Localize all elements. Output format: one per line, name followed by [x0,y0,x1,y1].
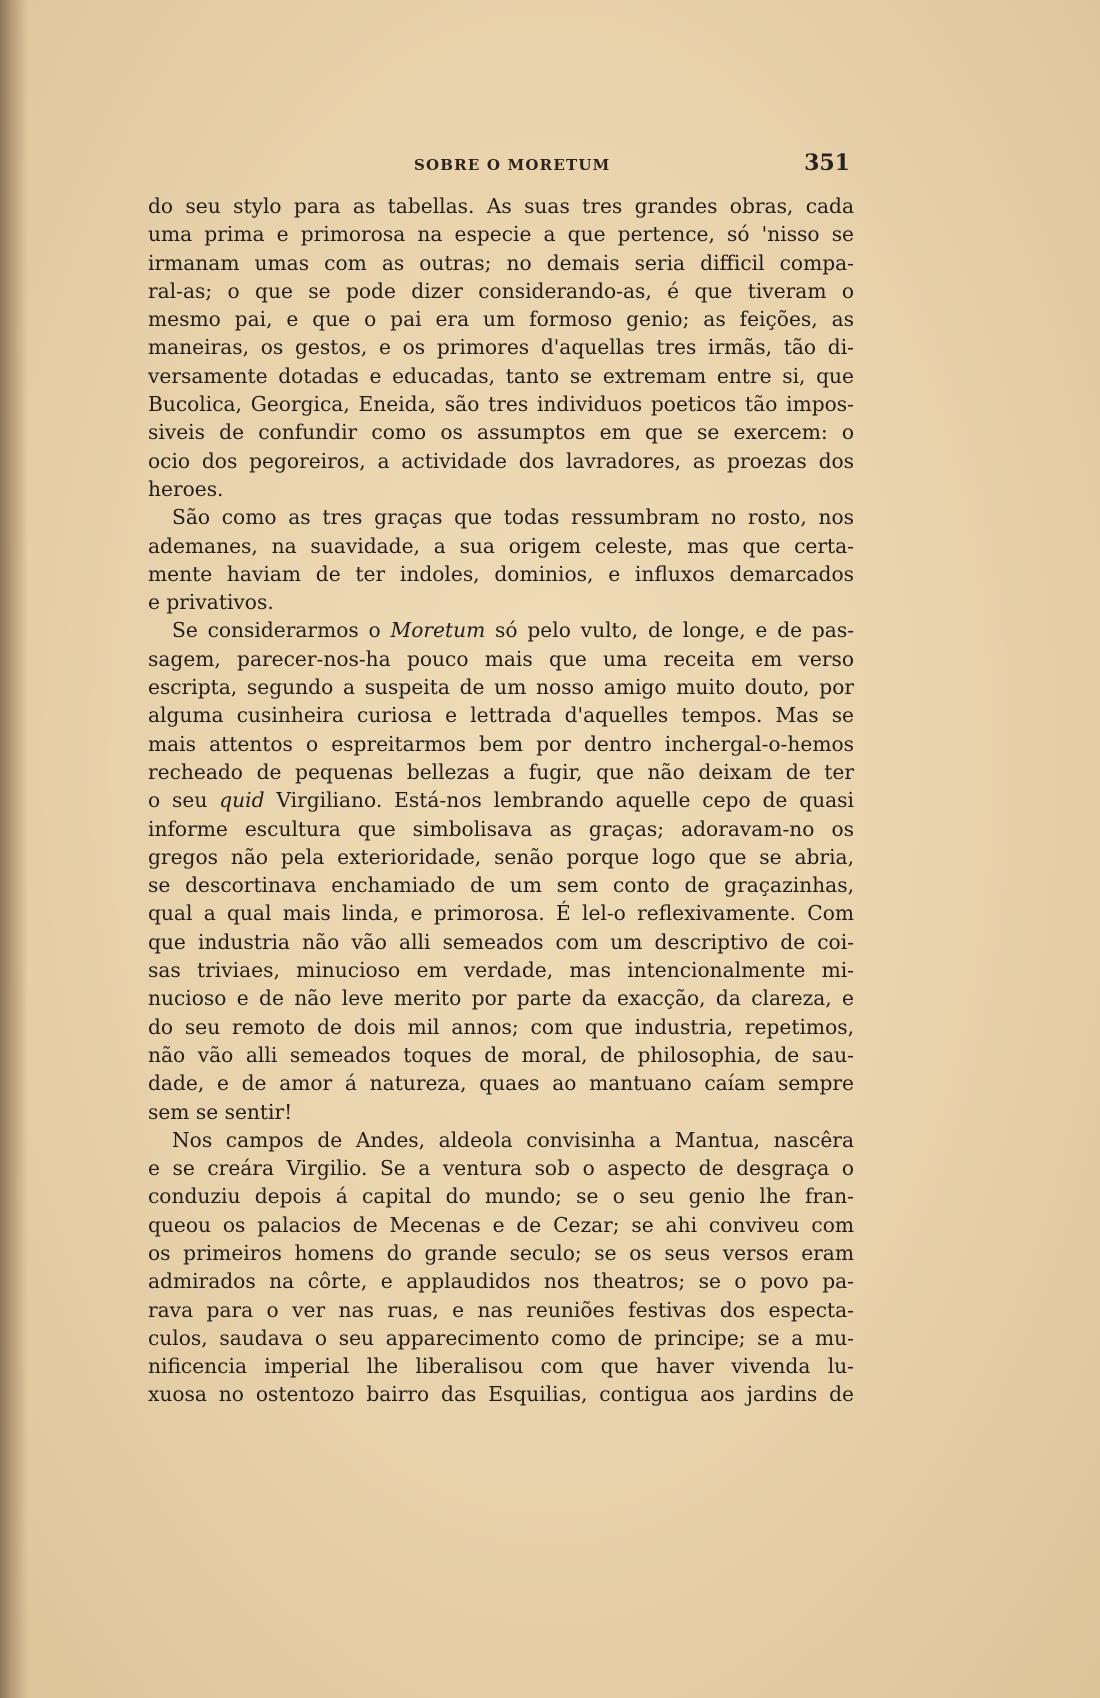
text-line: ademanes, na suavidade, a sua origem celeste, mas que certa- [148,533,854,558]
text-line: sagem, parecer-nos-ha pouco mais que uma receita em verso [148,646,854,671]
text-line: Nos campos de Andes, aldeola convisinha a Mantua, nascêra [172,1127,854,1152]
text-line: mesmo pai, e que o pai era um formoso genio; as feições, as [148,307,854,332]
binding-shadow [0,0,28,1698]
text-line [148,786,854,814]
text-line: informe escultura que simbolisava as graças; adoravam-no os [148,816,854,841]
text-line: os primeiros homens do grande seculo; se os seus versos eram [148,1240,854,1265]
text-line: dade, e de amor á natureza, quaes ao mantuano caíam sempre [148,1071,854,1096]
text-line: irmanam umas com as outras; no demais seria difficil compa- [148,250,854,275]
text-line: conduziu depois á capital do mundo; se o seu genio lhe fran- [148,1184,854,1209]
text-line: do seu remoto de dois mil annos; com que industria, repetimos, [148,1014,854,1039]
text-line: mais attentos o espreitarmos bem por dentro inchergal-o-hemos [148,731,854,756]
text-line: uma prima e primorosa na especie a que pertence, só 'nisso se [148,222,854,247]
text-line: rava para o ver nas ruas, e nas reuniões festivas dos especta- [148,1297,854,1322]
text-line: e se creára Virgilio. Se a ventura sob o aspecto de desgraça o [148,1156,854,1181]
running-head: SOBRE O MORETUM [414,156,611,174]
text-line: alguma cusinheira curiosa e lettrada d'aquelles tempos. Mas se [148,703,854,728]
italic-word: quid [219,788,265,813]
text-line: nucioso e de não leve merito por parte da exacção, da clareza, e [148,986,854,1011]
text-line: Bucolica, Georgica, Eneida, são tres individuos poeticos tão impos- [148,392,854,417]
line-segment: Se considerarmos o [172,618,381,643]
page-number: 351 [804,150,850,176]
text-line: admirados na côrte, e applaudidos nos theatros; se o povo pa- [148,1269,854,1294]
text-line: São como as tres graças que todas ressumbram no rosto, nos [172,505,854,530]
text-line [148,616,854,644]
text-line: culos, saudava o seu apparecimento como de principe; se a mu- [148,1325,854,1350]
italic-title: Moretum [390,618,486,643]
text-line: escripta, segundo a suspeita de um nosso amigo muito douto, por [148,675,854,700]
line-segment: só pelo vulto, de longe, e de pas- [495,618,855,643]
text-line: que industria não vão alli semeados com um descriptivo de coi- [148,929,854,954]
text-line: se descortinava enchamiado de um sem conto de graçazinhas, [148,873,854,898]
text-line: siveis de confundir como os assumptos em que se exercem: o [148,420,854,445]
page-header [148,150,854,180]
text-line: recheado de pequenas bellezas a fugir, que não deixam de ter [148,759,854,784]
text-line: não vão alli semeados toques de moral, de philosophia, de sau- [148,1042,854,1067]
line-segment: o seu [148,788,208,813]
text-line: xuosa no ostentozo bairro das Esquilias, contigua aos jardins de [148,1382,854,1407]
text-line: e privativos. [148,590,274,615]
text-line: sas triviaes, minucioso em verdade, mas intencionalmente mi- [148,958,854,983]
text-line: ral-as; o que se pode dizer considerando-as, é que tiveram o [148,278,854,303]
text-line: gregos não pela exterioridade, senão porque logo que se abria, [148,844,854,869]
text-line: qual a qual mais linda, e primorosa. É lel-o reflexivamente. Com [148,901,854,926]
text-line: nificencia imperial lhe liberalisou com que haver vivenda lu- [148,1354,854,1379]
text-line: ocio dos pegoreiros, a actividade dos lavradores, as proezas dos [148,448,854,473]
text-line: mente haviam de ter indoles, dominios, e influxos demarcados [148,561,854,586]
line-segment: Virgiliano. Está-nos lembrando aquelle cepo de quasi [276,788,855,813]
text-line: do seu stylo para as tabellas. As suas tres grandes obras, cada [148,194,854,218]
text-line: sem se sentir! [148,1099,293,1124]
text-line: heroes. [148,476,224,501]
text-line: maneiras, os gestos, e os primores d'aquellas tres irmãs, tão di- [148,335,854,360]
body-text [148,192,854,1409]
text-line: queou os palacios de Mecenas e de Cezar; se ahi conviveu com [148,1212,854,1237]
text-line: versamente dotadas e educadas, tanto se extremam entre si, que [148,363,854,388]
